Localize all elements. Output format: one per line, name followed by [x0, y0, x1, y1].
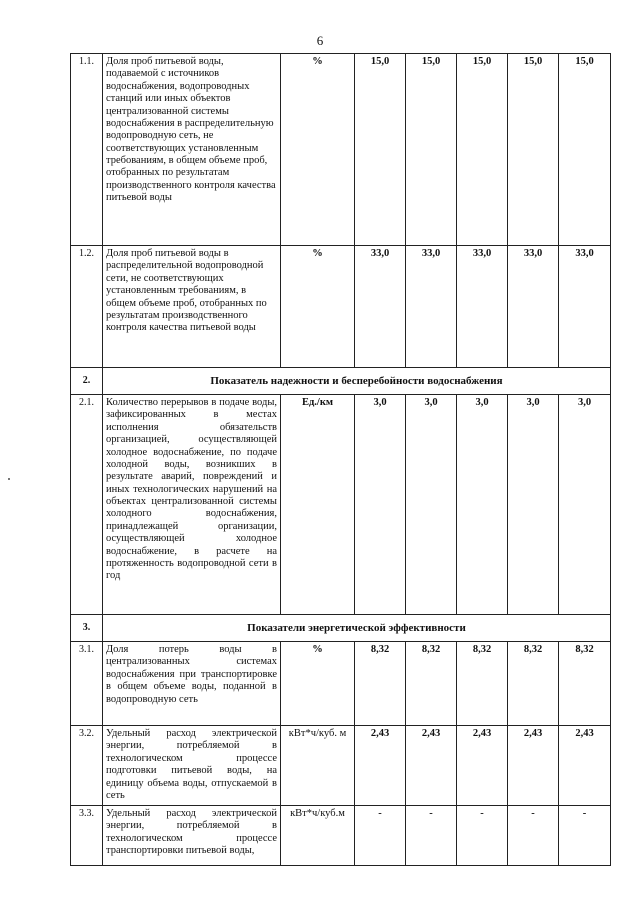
value-cell: 15,0 [508, 54, 559, 246]
row-number: 2.1. [71, 395, 103, 615]
row-number: 1.1. [71, 54, 103, 246]
unit-cell: % [281, 54, 355, 246]
unit-cell: % [281, 642, 355, 726]
indicator-description: Доля проб питьевой воды в распределительной водопроводной сети, не соответствующих установленным требованиям, в общем объеме проб, отобранных по результатам производственного контроля качества питьевой воды [103, 246, 281, 368]
row-number: 1.2. [71, 246, 103, 368]
value-cell: 15,0 [406, 54, 457, 246]
value-cell: 8,32 [559, 642, 611, 726]
value-cell: 33,0 [559, 246, 611, 368]
table-row [71, 726, 611, 806]
row-number: 3.2. [71, 726, 103, 806]
value-cell: 3,0 [508, 395, 559, 615]
scan-speck [8, 478, 10, 480]
table-row [71, 395, 611, 615]
row-number: 3.1. [71, 642, 103, 726]
value-cell: 33,0 [406, 246, 457, 368]
value-cell: 3,0 [559, 395, 611, 615]
value-cell: 2,43 [457, 726, 508, 806]
value-cell: 2,43 [355, 726, 406, 806]
value-cell: 8,32 [355, 642, 406, 726]
value-cell: 3,0 [457, 395, 508, 615]
value-cell: 33,0 [457, 246, 508, 368]
unit-cell: кВт*ч/куб.м [281, 806, 355, 866]
table-row [71, 642, 611, 726]
section-number: 2. [71, 368, 103, 395]
value-cell: 8,32 [457, 642, 508, 726]
value-cell: - [355, 806, 406, 866]
value-cell: 8,32 [406, 642, 457, 726]
value-cell: 33,0 [508, 246, 559, 368]
value-cell: - [559, 806, 611, 866]
unit-cell: % [281, 246, 355, 368]
value-cell: 2,43 [508, 726, 559, 806]
value-cell: 8,32 [508, 642, 559, 726]
section-title: Показатели энергетической эффективности [103, 615, 611, 642]
value-cell: 3,0 [355, 395, 406, 615]
value-cell: 33,0 [355, 246, 406, 368]
unit-cell: Ед./км [281, 395, 355, 615]
value-cell: 3,0 [406, 395, 457, 615]
indicator-description: Удельный расход электрической энергии, потребляемой в технологическом процессе транспортировки питьевой воды, [103, 806, 281, 866]
table-row [71, 246, 611, 368]
indicator-description: Доля потерь воды в централизованных системах водоснабжения при транспортировке в общем объеме воды, поданной в водопроводную сеть [103, 642, 281, 726]
indicator-description: Удельный расход электрической энергии, потребляемой в технологическом процессе подготовки питьевой воды, на единицу объема воды, отпускаемой в сеть [103, 726, 281, 806]
value-cell: - [508, 806, 559, 866]
value-cell: - [406, 806, 457, 866]
value-cell: 15,0 [559, 54, 611, 246]
value-cell: - [457, 806, 508, 866]
section-number: 3. [71, 615, 103, 642]
indicator-description: Количество перерывов в подаче воды, зафиксированных в местах исполнения обязательств организацией, осуществляющей холодное водоснабжение, по подаче холодной воды, возникших в результате аварий, повреждений и иных технологических нарушений на объектах централизованной системы холодного водоснабжения, принадлежащей организации, осуществляющей холодное водоснабжение, в расчете на протяженность водопроводной сети в год [103, 395, 281, 615]
indicators-table [70, 53, 611, 866]
unit-cell: кВт*ч/куб. м [281, 726, 355, 806]
table-row [71, 806, 611, 866]
value-cell: 2,43 [406, 726, 457, 806]
page-number: 6 [316, 33, 324, 48]
section-row [71, 615, 611, 642]
value-cell: 15,0 [457, 54, 508, 246]
section-row [71, 368, 611, 395]
section-title: Показатель надежности и бесперебойности водоснабжения [103, 368, 611, 395]
row-number: 3.3. [71, 806, 103, 866]
indicator-description: Доля проб питьевой воды, подаваемой с источников водоснабжения, водопроводных станций или иных объектов централизованной системы водоснабжения в распределительную водопроводную сеть, не соответствующих установленным требованиям, в общем объеме проб, отобранных по результатам производственного контроля качества питьевой воды [103, 54, 281, 246]
value-cell: 15,0 [355, 54, 406, 246]
value-cell: 2,43 [559, 726, 611, 806]
table-row [71, 54, 611, 246]
